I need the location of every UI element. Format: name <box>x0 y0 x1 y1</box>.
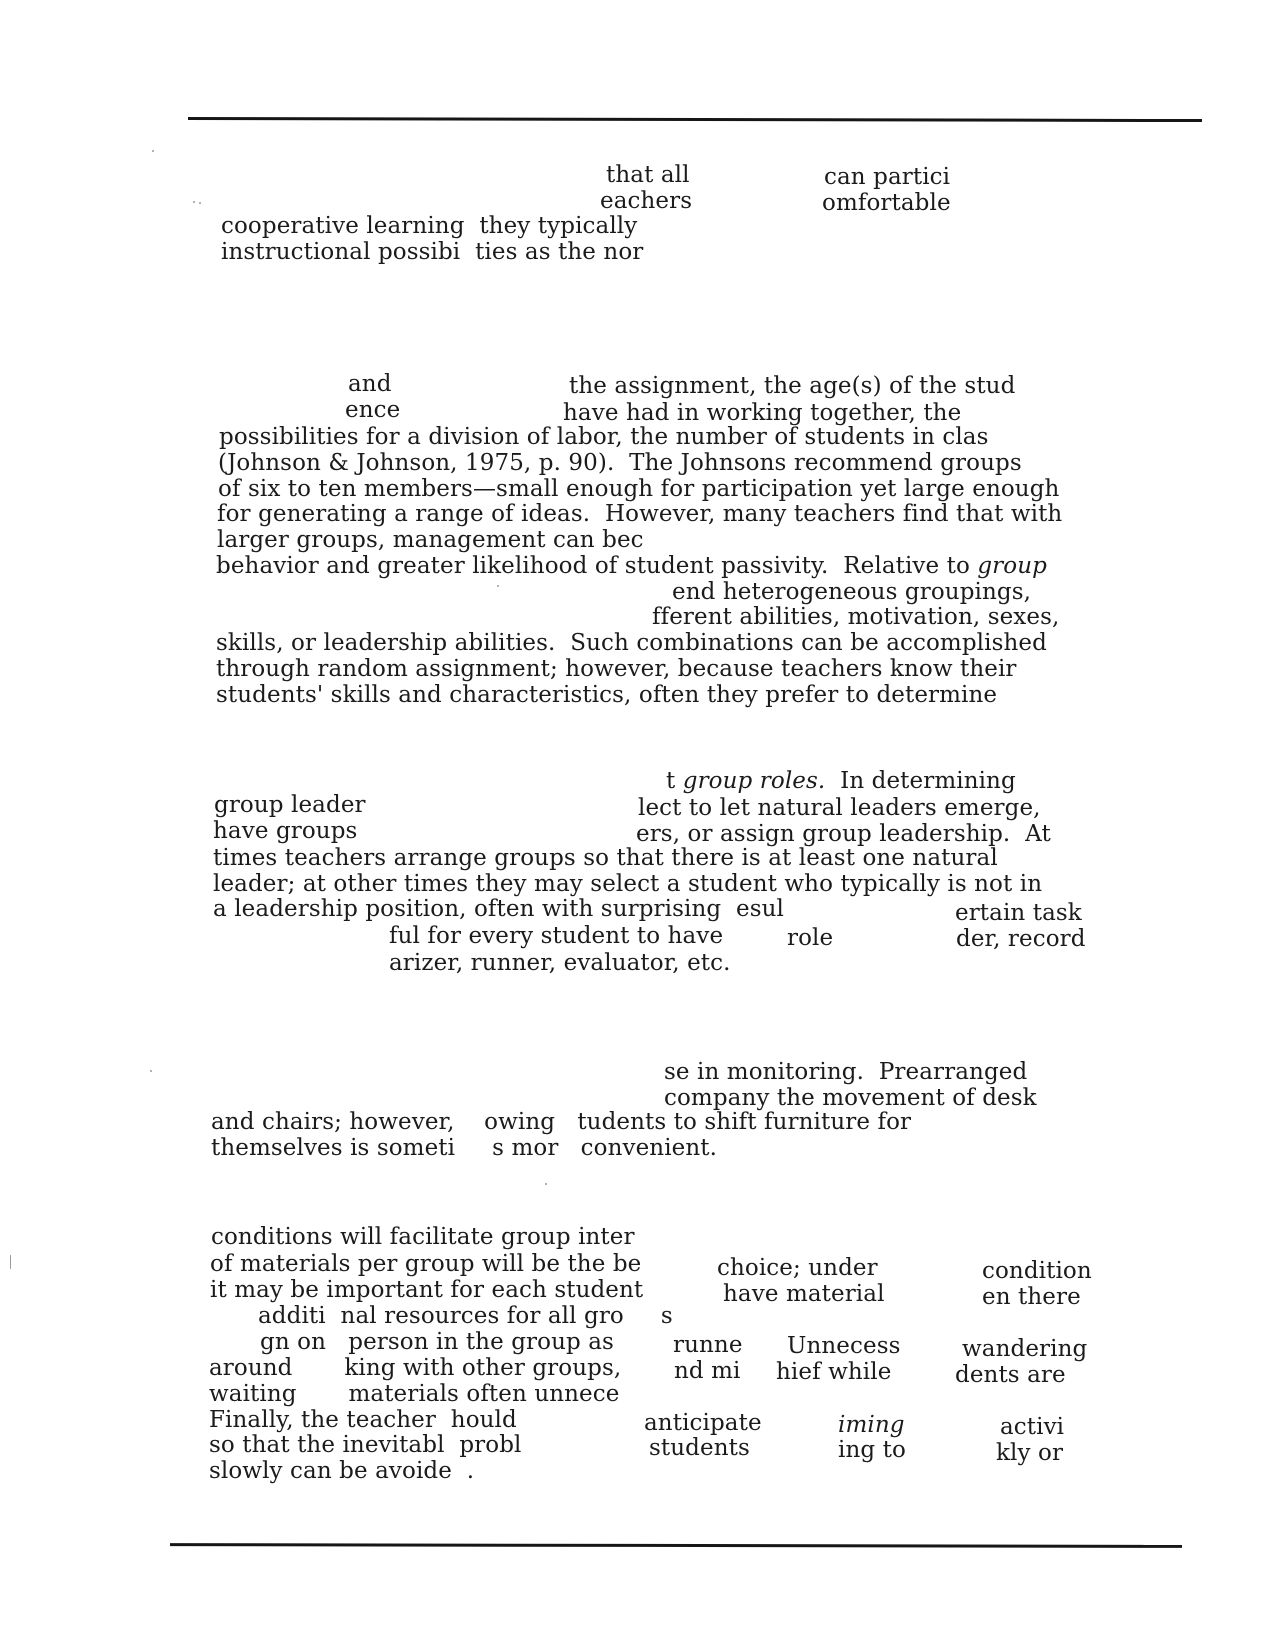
text-line: possibilities for a division of labor, the number of students in clas <box>219 424 989 450</box>
scan-speck <box>150 1070 152 1072</box>
text-line: the assignment, the age(s) of the stud <box>569 373 1016 399</box>
italic-text: iming <box>838 1412 905 1438</box>
text-line: and <box>348 371 392 397</box>
text-line: group leader <box>214 792 366 818</box>
text-line: students <box>649 1435 750 1461</box>
text-line: have groups <box>213 818 358 844</box>
text-line: times teachers arrange groups so that there is at least one natural <box>213 845 998 871</box>
text-line: leader; at other times they may select a student who typically is not in <box>213 871 1043 897</box>
text-line: of six to ten members—small enough for participation yet large enough <box>218 476 1060 502</box>
bottom-rule <box>170 1543 1182 1548</box>
text-line: dents are <box>955 1362 1066 1388</box>
italic-text: group roles. <box>682 768 826 794</box>
top-rule <box>188 117 1202 122</box>
text-line: runne <box>673 1332 743 1358</box>
text-line: so that the inevitabl probl <box>209 1432 522 1458</box>
text-line: activi <box>1000 1414 1065 1440</box>
text-line: kly or <box>996 1440 1064 1466</box>
text-line: fferent abilities, motivation, sexes, <box>652 604 1060 630</box>
text-line: choice; under <box>717 1255 878 1281</box>
text-line: additi nal resources for all gro s <box>258 1303 673 1329</box>
scan-speck <box>199 202 201 204</box>
text-line: behavior and greater likelihood of student passivity. Relative to group <box>216 553 1047 579</box>
text-line: of materials per group will be the be <box>210 1251 642 1277</box>
text-line: can partici <box>824 164 951 190</box>
text-line: end heterogeneous groupings, <box>672 579 1032 605</box>
text-line: anticipate <box>644 1410 762 1436</box>
scan-speck <box>545 1183 547 1185</box>
scan-speck <box>497 585 499 587</box>
text-line: ing to <box>838 1437 906 1463</box>
text-line: that all <box>606 162 690 188</box>
text-line: gn on person in the group as <box>260 1329 614 1355</box>
text-line: ers, or assign group leadership. At <box>636 821 1051 847</box>
text-line: instructional possibi ties as the nor <box>221 239 644 265</box>
text-line: for generating a range of ideas. However, many teachers find that with <box>217 501 1063 527</box>
text-line: students' skills and characteristics, often they prefer to determine <box>216 682 998 708</box>
scan-speck <box>152 150 154 152</box>
text-line: condition <box>982 1258 1092 1284</box>
text-line: role <box>787 925 834 951</box>
text-line: through random assignment; however, because teachers know their <box>216 656 1017 682</box>
text-line: en there <box>982 1284 1081 1310</box>
text-line: have had in working together, the <box>563 400 962 426</box>
text-line: it may be important for each student <box>210 1277 644 1303</box>
text-line: Finally, the teacher hould <box>209 1407 517 1433</box>
text-line <box>838 1412 905 1438</box>
text-line: larger groups, management can bec <box>217 527 644 553</box>
text-line: nd mi <box>674 1358 741 1384</box>
text-line: cooperative learning they typically <box>221 213 638 239</box>
text-line: and chairs; however, owing tudents to shift furniture for <box>211 1109 912 1135</box>
text-line: conditions will facilitate group inter <box>211 1224 635 1250</box>
text-line: skills, or leadership abilities. Such combinations can be accomplished <box>216 630 1047 656</box>
italic-text: group <box>977 553 1047 579</box>
text-line: arizer, runner, evaluator, etc. <box>389 950 731 976</box>
text-line: a leadership position, often with surprising esul <box>213 896 784 922</box>
text-line: (Johnson & Johnson, 1975, p. 90). The Johnsons recommend groups <box>218 450 1022 476</box>
scan-speck <box>193 201 195 203</box>
text-line: Unnecess <box>787 1333 901 1359</box>
text-line: waiting materials often unnece <box>209 1381 620 1407</box>
text-line: company the movement of desk <box>664 1085 1037 1111</box>
text-line: ence <box>345 397 401 423</box>
text-line: lect to let natural leaders emerge, <box>638 795 1041 821</box>
text-line: t group roles. In determining <box>666 768 1016 794</box>
text-line: have material <box>723 1281 885 1307</box>
text-line: omfortable <box>822 190 951 216</box>
text-line: eachers <box>600 188 693 214</box>
text-line: ertain task <box>955 900 1082 926</box>
text-line: der, record <box>956 926 1086 952</box>
text-line: ful for every student to have <box>389 923 724 949</box>
text-line: se in monitoring. Prearranged <box>664 1059 1028 1085</box>
text-line: hief while <box>776 1359 892 1385</box>
scan-speck <box>10 1255 11 1269</box>
text-line: themselves is someti s mor convenient. <box>211 1135 718 1161</box>
text-line: around king with other groups, <box>209 1355 622 1381</box>
text-line: wandering <box>962 1336 1088 1362</box>
text-line: slowly can be avoide . <box>209 1458 475 1484</box>
